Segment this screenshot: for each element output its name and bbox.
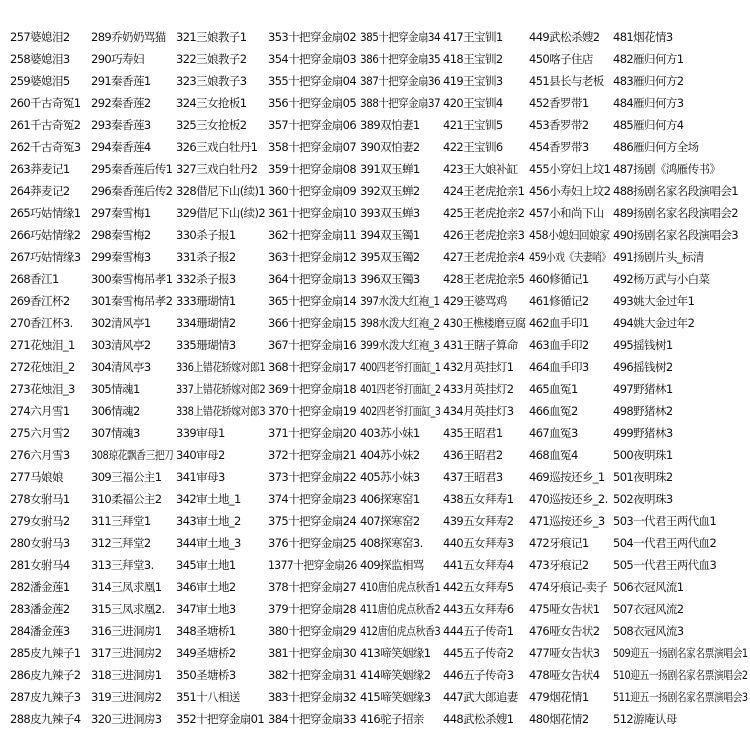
catalog-item: 471巡按还乡_3 — [529, 514, 605, 528]
catalog-item: 387十把穿金扇36 — [360, 74, 441, 88]
catalog-item: 479烟花情1 — [529, 690, 589, 704]
catalog-item: 294秦香莲4 — [91, 140, 151, 154]
catalog-item: 427王老虎抢亲4 — [443, 250, 525, 264]
catalog-item: 418王宝钏2 — [443, 52, 503, 66]
catalog-item: 388十把穿金扇37 — [360, 96, 441, 110]
catalog-item: 473牙痕记2 — [529, 558, 589, 572]
catalog-item: 379十把穿金扇28 — [268, 602, 357, 616]
catalog-item: 278女驸马1 — [10, 492, 70, 506]
catalog-item: 466血冤2 — [529, 404, 578, 418]
catalog-item: 304清风亭3 — [91, 360, 151, 374]
catalog-item: 353十把穿金扇02 — [268, 30, 357, 44]
catalog-item: 384十把穿金扇33 — [268, 712, 357, 726]
catalog-item: 500夜明珠1 — [613, 448, 673, 462]
catalog-item: 398水泼大红袍_2 — [360, 316, 440, 330]
catalog-item: 499野猪林3 — [613, 426, 673, 440]
catalog-item: 511迎五一扬剧名家名票演唱会3 — [613, 690, 748, 704]
catalog-item: 305情魂1 — [91, 382, 140, 396]
catalog-item: 430王樵楼磨豆腐 — [443, 316, 526, 330]
catalog-item: 474牙痕记-卖子 — [529, 580, 608, 594]
catalog-item: 338上错花轿嫁对郎3 — [176, 404, 266, 418]
column-4 — [268, 26, 363, 730]
catalog-item: 490扬剧名家名段演唱会3 — [613, 228, 738, 242]
catalog-item: 370十把穿金扇19 — [268, 404, 357, 418]
catalog-item: 317三进洞房2 — [91, 646, 162, 660]
catalog-item: 258婆媳泪3 — [10, 52, 70, 66]
catalog-item: 423王大娘补缸 — [443, 162, 518, 176]
catalog-item: 275六月雪2 — [10, 426, 70, 440]
catalog-item: 366十把穿金扇15 — [268, 316, 357, 330]
catalog-item: 287皮九辣子3 — [10, 690, 81, 704]
catalog-item: 375十把穿金扇24 — [268, 514, 357, 528]
catalog-item: 313三拜堂3. — [91, 558, 154, 572]
catalog-item: 425王老虎抢亲2 — [443, 206, 525, 220]
column-3 — [176, 26, 279, 730]
catalog-item: 381十把穿金扇30 — [268, 646, 357, 660]
catalog-item: 344审土地_3 — [176, 536, 241, 550]
catalog-item: 257婆媳泪2 — [10, 30, 70, 44]
catalog-item: 476哑女告状2 — [529, 624, 600, 638]
catalog-item: 380十把穿金扇29 — [268, 624, 357, 638]
catalog-item: 498野猪林2 — [613, 404, 673, 418]
catalog-item: 467血冤3 — [529, 426, 578, 440]
catalog-item: 296秦香莲后传2 — [91, 184, 173, 198]
catalog-item: 321三娘教子1 — [176, 30, 247, 44]
catalog-item: 482雁归何方1 — [613, 52, 684, 66]
catalog-item: 358十把穿金扇07 — [268, 140, 357, 154]
catalog-item: 510迎五一扬剧名家名票演唱会2 — [613, 668, 748, 682]
catalog-item: 391双玉蝉1 — [360, 162, 420, 176]
catalog-item: 450喀子住店 — [529, 52, 593, 66]
catalog-item: 327三戏白牡丹2 — [176, 162, 258, 176]
catalog-item: 465血冤1 — [529, 382, 578, 396]
catalog-item: 307情魂3 — [91, 426, 140, 440]
catalog-item: 340审母2 — [176, 448, 225, 462]
catalog-item: 392双玉蝉2 — [360, 184, 420, 198]
catalog-item: 356十把穿金扇05 — [268, 96, 357, 110]
catalog-item: 433月英挂灯2 — [443, 382, 514, 396]
catalog-item: 303清风亭2 — [91, 338, 151, 352]
catalog-item: 334珊瑚情2 — [176, 316, 236, 330]
catalog-item: 309三福公主1 — [91, 470, 162, 484]
catalog-item: 470巡按还乡_2. — [529, 492, 608, 506]
catalog-item: 286皮九辣子2 — [10, 668, 81, 682]
catalog-item: 374十把穿金扇23 — [268, 492, 357, 506]
catalog-item: 328借尼下山(续)1 — [176, 184, 266, 198]
catalog-item: 477哑女告状3 — [529, 646, 600, 660]
catalog-item: 504一代君王两代血2 — [613, 536, 717, 550]
catalog-item: 335珊瑚情3 — [176, 338, 236, 352]
catalog-item: 481烟花情3 — [613, 30, 673, 44]
catalog-item: 390双怕妻2 — [360, 140, 420, 154]
catalog-item: 451县长与老板 — [529, 74, 604, 88]
catalog-item: 426王老虎抢亲3 — [443, 228, 525, 242]
catalog-item: 512游庵认母 — [613, 712, 677, 726]
catalog-item: 462血手印1 — [529, 316, 589, 330]
catalog-item: 352十把穿金扇01 — [176, 712, 265, 726]
catalog-item: 505一代君王两代血3 — [613, 558, 717, 572]
catalog-item: 447武大郎追妻 — [443, 690, 518, 704]
catalog-item: 449武松杀嫂2 — [529, 30, 600, 44]
catalog-item: 369十把穿金扇18 — [268, 382, 357, 396]
catalog-item: 403苏小妹1 — [360, 426, 420, 440]
catalog-item: 332杀子报3 — [176, 272, 236, 286]
catalog-item: 487扬剧《鸿雁传书》 — [613, 162, 721, 176]
catalog-item: 271花烛泪_1 — [10, 338, 75, 352]
catalog-item: 310柔福公主2 — [91, 492, 162, 506]
catalog-item: 277马娘娘 — [10, 470, 63, 484]
catalog-item: 272花烛泪_2 — [10, 360, 75, 374]
catalog-item: 475哑女告状1 — [529, 602, 600, 616]
catalog-item: 262千古奇冤3 — [10, 140, 81, 154]
catalog-item: 400四老爷打面缸_1 — [360, 360, 441, 374]
catalog-item: 265巧姑情缘1 — [10, 206, 81, 220]
catalog-item: 417王宝钏1 — [443, 30, 503, 44]
catalog-item: 503一代君王两代血1 — [613, 514, 717, 528]
catalog-item: 302清风亭1 — [91, 316, 151, 330]
catalog-item: 376十把穿金扇25 — [268, 536, 357, 550]
catalog-item: 506衣冠风流1 — [613, 580, 684, 594]
catalog-item: 276六月雪3 — [10, 448, 70, 462]
catalog-item: 393双玉蝉3 — [360, 206, 420, 220]
catalog-item: 365十把穿金扇14 — [268, 294, 357, 308]
catalog-item: 290巧寿妇 — [91, 52, 144, 66]
catalog-item: 322三娘教子2 — [176, 52, 247, 66]
catalog-item: 395双玉镯2 — [360, 250, 420, 264]
catalog-item: 489扬剧名家名段演唱会2 — [613, 206, 738, 220]
catalog-item: 459小戏《夫妻哨》 — [529, 250, 611, 264]
catalog-item: 443五女拜寿6 — [443, 602, 514, 616]
catalog-item: 355十把穿金扇04 — [268, 74, 357, 88]
catalog-item: 454香罗带3 — [529, 140, 589, 154]
catalog-item: 301秦雪梅吊孝2 — [91, 294, 173, 308]
catalog-item: 306情魂2 — [91, 404, 140, 418]
catalog-item: 444五子传奇1 — [443, 624, 514, 638]
catalog-item: 382十把穿金扇31 — [268, 668, 357, 682]
catalog-item: 386十把穿金扇35 — [360, 52, 441, 66]
catalog-item: 399水泼大红袍_3 — [360, 338, 440, 352]
catalog-item: 330杀子报1 — [176, 228, 236, 242]
catalog-item: 285皮九辣子1 — [10, 646, 81, 660]
catalog-item: 420王宝钏4 — [443, 96, 503, 110]
catalog-item: 431王瞎子算命 — [443, 338, 518, 352]
catalog-item: 448武松杀嫂1 — [443, 712, 514, 726]
catalog-item: 351十八相送 — [176, 690, 240, 704]
catalog-item: 300秦雪梅吊孝1 — [91, 272, 173, 286]
catalog-item: 259婆媳泪5 — [10, 74, 70, 88]
catalog-item: 502夜明珠3 — [613, 492, 673, 506]
catalog-item: 436王昭君2 — [443, 448, 503, 462]
catalog-item: 350圣塘桥3 — [176, 668, 236, 682]
catalog-item: 359十把穿金扇08 — [268, 162, 357, 176]
catalog-item: 263莽麦记1 — [10, 162, 70, 176]
catalog-item: 407探寒窑2 — [360, 514, 420, 528]
catalog-item: 274六月雪1 — [10, 404, 70, 418]
catalog-item: 298秦雪梅2 — [91, 228, 151, 242]
column-8 — [613, 26, 750, 730]
catalog-item: 438五女拜寿1 — [443, 492, 514, 506]
catalog-item: 404苏小妹2 — [360, 448, 420, 462]
catalog-item: 349圣塘桥2 — [176, 646, 236, 660]
catalog-item: 463血手印2 — [529, 338, 589, 352]
catalog-item: 401四老爷打面缸_2 — [360, 382, 441, 396]
catalog-item: 458小媳妇回娘家 — [529, 228, 610, 242]
catalog-item: 496摇钱树2 — [613, 360, 673, 374]
catalog-item: 469巡按还乡_1 — [529, 470, 605, 484]
catalog-item: 288皮九辣子4 — [10, 712, 81, 726]
catalog-item: 485雁归何方4 — [613, 118, 684, 132]
catalog-item: 319三进洞房2 — [91, 690, 162, 704]
catalog-item: 460修循记1 — [529, 272, 589, 286]
catalog-item: 412唐伯虎点秋香3 — [360, 624, 441, 638]
catalog-item: 270香江杯3. — [10, 316, 73, 330]
catalog-item: 337上错花轿嫁对郎2 — [176, 382, 266, 396]
catalog-item: 411唐伯虎点秋香2 — [360, 602, 441, 616]
catalog-item: 280女驸马3 — [10, 536, 70, 550]
catalog-item: 267巧姑情缘3 — [10, 250, 81, 264]
catalog-item: 439五女拜寿2 — [443, 514, 514, 528]
catalog-item: 273花烛泪_3 — [10, 382, 75, 396]
catalog-item: 346审土地2 — [176, 580, 236, 594]
catalog-item: 339审母1 — [176, 426, 225, 440]
catalog-item: 299秦雪梅3 — [91, 250, 151, 264]
catalog-item: 361十把穿金扇10 — [268, 206, 357, 220]
catalog-item: 364十把穿金扇13 — [268, 272, 357, 286]
catalog-item: 509迎五一扬剧名家名票演唱会1 — [613, 646, 748, 660]
catalog-item: 279女驸马2 — [10, 514, 70, 528]
catalog-item: 341审母3 — [176, 470, 225, 484]
catalog-item: 422王宝钏6 — [443, 140, 503, 154]
catalog-item: 362十把穿金扇11 — [268, 228, 357, 242]
catalog-item: 446五子传奇3 — [443, 668, 514, 682]
catalog-item: 295秦香莲后传1 — [91, 162, 173, 176]
catalog-item: 368十把穿金扇17 — [268, 360, 357, 374]
catalog-item: 373十把穿金扇22 — [268, 470, 357, 484]
catalog-item: 324三女抢板1 — [176, 96, 247, 110]
column-6 — [443, 26, 529, 730]
catalog-item: 348圣塘桥1 — [176, 624, 236, 638]
catalog-item: 269香江杯2 — [10, 294, 70, 308]
catalog-item: 508衣冠风流3 — [613, 624, 684, 638]
catalog-item: 311三拜堂1 — [91, 514, 151, 528]
column-7 — [529, 26, 625, 730]
catalog-item: 1377十把穿金扇26 — [268, 558, 357, 572]
catalog-item: 435王昭君1 — [443, 426, 503, 440]
catalog-item: 413啼笑姻缘1 — [360, 646, 431, 660]
column-1 — [10, 26, 80, 730]
catalog-item: 397水泼大红袍_1 — [360, 294, 440, 308]
catalog-item: 445五子传奇2 — [443, 646, 514, 660]
catalog-item: 323三娘教子3 — [176, 74, 247, 88]
catalog-item: 343审土地_2 — [176, 514, 241, 528]
catalog-item: 434月英挂灯3 — [443, 404, 514, 418]
catalog-item: 416驼子招亲 — [360, 712, 424, 726]
catalog-item: 281女驸马4 — [10, 558, 70, 572]
catalog-item: 484雁归何方3 — [613, 96, 684, 110]
catalog-item: 455小穿妇上坟1 — [529, 162, 611, 176]
catalog-item: 457小和尚下山 — [529, 206, 604, 220]
catalog-item: 409探监相骂 — [360, 558, 424, 572]
catalog-item: 291秦香莲1 — [91, 74, 151, 88]
catalog-item: 385十把穿金扇34 — [360, 30, 441, 44]
catalog-item: 453香罗带2 — [529, 118, 589, 132]
catalog-item: 314三凤求凰1 — [91, 580, 162, 594]
catalog-item: 326三戏白牡丹1 — [176, 140, 258, 154]
catalog-item: 495摇钱树1 — [613, 338, 673, 352]
catalog-item: 336上错花轿嫁对郎1 — [176, 360, 266, 374]
catalog-item: 312三拜堂2 — [91, 536, 151, 550]
catalog-item: 461修循记2 — [529, 294, 589, 308]
catalog-item: 421王宝钏5 — [443, 118, 503, 132]
catalog-item: 266巧姑情缘2 — [10, 228, 81, 242]
catalog-item: 325三女抢板2 — [176, 118, 247, 132]
catalog-item: 289乔奶奶骂猫 — [91, 30, 166, 44]
catalog-item: 261千古奇冤2 — [10, 118, 81, 132]
catalog-item: 452香罗带1 — [529, 96, 589, 110]
catalog-item: 493姚大金过年1 — [613, 294, 695, 308]
catalog-item: 383十把穿金扇32 — [268, 690, 357, 704]
catalog-item: 357十把穿金扇06 — [268, 118, 357, 132]
catalog-item: 405苏小妹3 — [360, 470, 420, 484]
catalog-item: 354十把穿金扇03 — [268, 52, 357, 66]
catalog-item: 293秦香莲3 — [91, 118, 151, 132]
catalog-item: 486雁归何方全场 — [613, 140, 699, 154]
catalog-item: 318三进洞房1 — [91, 668, 162, 682]
catalog-item: 410唐伯虎点秋香1 — [360, 580, 441, 594]
catalog-item: 345审土地1 — [176, 558, 236, 572]
catalog-item: 264莽麦记2 — [10, 184, 70, 198]
catalog-item: 468血冤4 — [529, 448, 578, 462]
catalog-item: 268香江1 — [10, 272, 59, 286]
catalog-item: 441五女拜寿4 — [443, 558, 514, 572]
catalog-item: 483雁归何方2 — [613, 74, 684, 88]
catalog-item: 282潘金莲1 — [10, 580, 70, 594]
catalog-item: 497野猪林1 — [613, 382, 673, 396]
catalog-item: 333珊瑚情1 — [176, 294, 236, 308]
catalog-item: 342审土地_1 — [176, 492, 241, 506]
catalog-item: 440五女拜寿3 — [443, 536, 514, 550]
catalog-item: 442五女拜寿5 — [443, 580, 514, 594]
catalog-item: 464血手印3 — [529, 360, 589, 374]
catalog-item: 402四老爷打面缸_3 — [360, 404, 441, 418]
catalog-item: 429王婆骂鸡 — [443, 294, 507, 308]
catalog-item: 260千古奇冤1 — [10, 96, 81, 110]
catalog-item: 292秦香莲2 — [91, 96, 151, 110]
catalog-item: 488扬剧名家名段演唱会1 — [613, 184, 738, 198]
catalog-item: 456小寿妇上坟2 — [529, 184, 611, 198]
catalog-item: 408探寒窑3. — [360, 536, 423, 550]
catalog-item: 329借尼下山(续)2 — [176, 206, 266, 220]
catalog-item: 394双玉镯1 — [360, 228, 420, 242]
catalog-item: 347审土地3 — [176, 602, 236, 616]
catalog-item: 315三凤求凰2. — [91, 602, 165, 616]
catalog-item: 367十把穿金扇16 — [268, 338, 357, 352]
catalog-item: 331杀子报2 — [176, 250, 236, 264]
catalog-item: 472牙痕记1 — [529, 536, 589, 550]
catalog-item: 478哑女告状4 — [529, 668, 600, 682]
catalog-item: 480烟花情2 — [529, 712, 589, 726]
catalog-item: 320三进洞房3 — [91, 712, 162, 726]
catalog-item: 491扬剧片头_标清 — [613, 250, 704, 264]
catalog-item: 492杨万武与小白菜 — [613, 272, 710, 286]
catalog-item: 316三进洞房1 — [91, 624, 162, 638]
column-2 — [91, 26, 187, 730]
catalog-item: 428王老虎抢亲5 — [443, 272, 525, 286]
catalog-item: 424王老虎抢亲1 — [443, 184, 525, 198]
catalog-item: 389双怕妻1 — [360, 118, 420, 132]
catalog-item: 297秦雪梅1 — [91, 206, 151, 220]
catalog-item: 284潘金莲3 — [10, 624, 70, 638]
catalog-item: 437王昭君3 — [443, 470, 503, 484]
catalog-item: 360十把穿金扇09 — [268, 184, 357, 198]
catalog-item: 494姚大金过年2 — [613, 316, 695, 330]
catalog-item: 501夜明珠2 — [613, 470, 673, 484]
catalog-item: 414啼笑姻缘2 — [360, 668, 431, 682]
catalog-item: 396双玉镯3 — [360, 272, 420, 286]
catalog-item: 363十把穿金扇12 — [268, 250, 357, 264]
catalog-item: 419王宝钏3 — [443, 74, 503, 88]
catalog-item: 432月英挂灯1 — [443, 360, 514, 374]
catalog-item: 415啼笑姻缘3 — [360, 690, 431, 704]
catalog-item: 372十把穿金扇21 — [268, 448, 357, 462]
catalog-item: 507衣冠风流2 — [613, 602, 684, 616]
catalog-item: 308琼花飘香三把刀 — [91, 448, 174, 462]
catalog-item: 406探寒窑1 — [360, 492, 420, 506]
catalog-item: 378十把穿金扇27 — [268, 580, 357, 594]
catalog-item: 283潘金莲2 — [10, 602, 70, 616]
catalog-item: 371十把穿金扇20 — [268, 426, 357, 440]
